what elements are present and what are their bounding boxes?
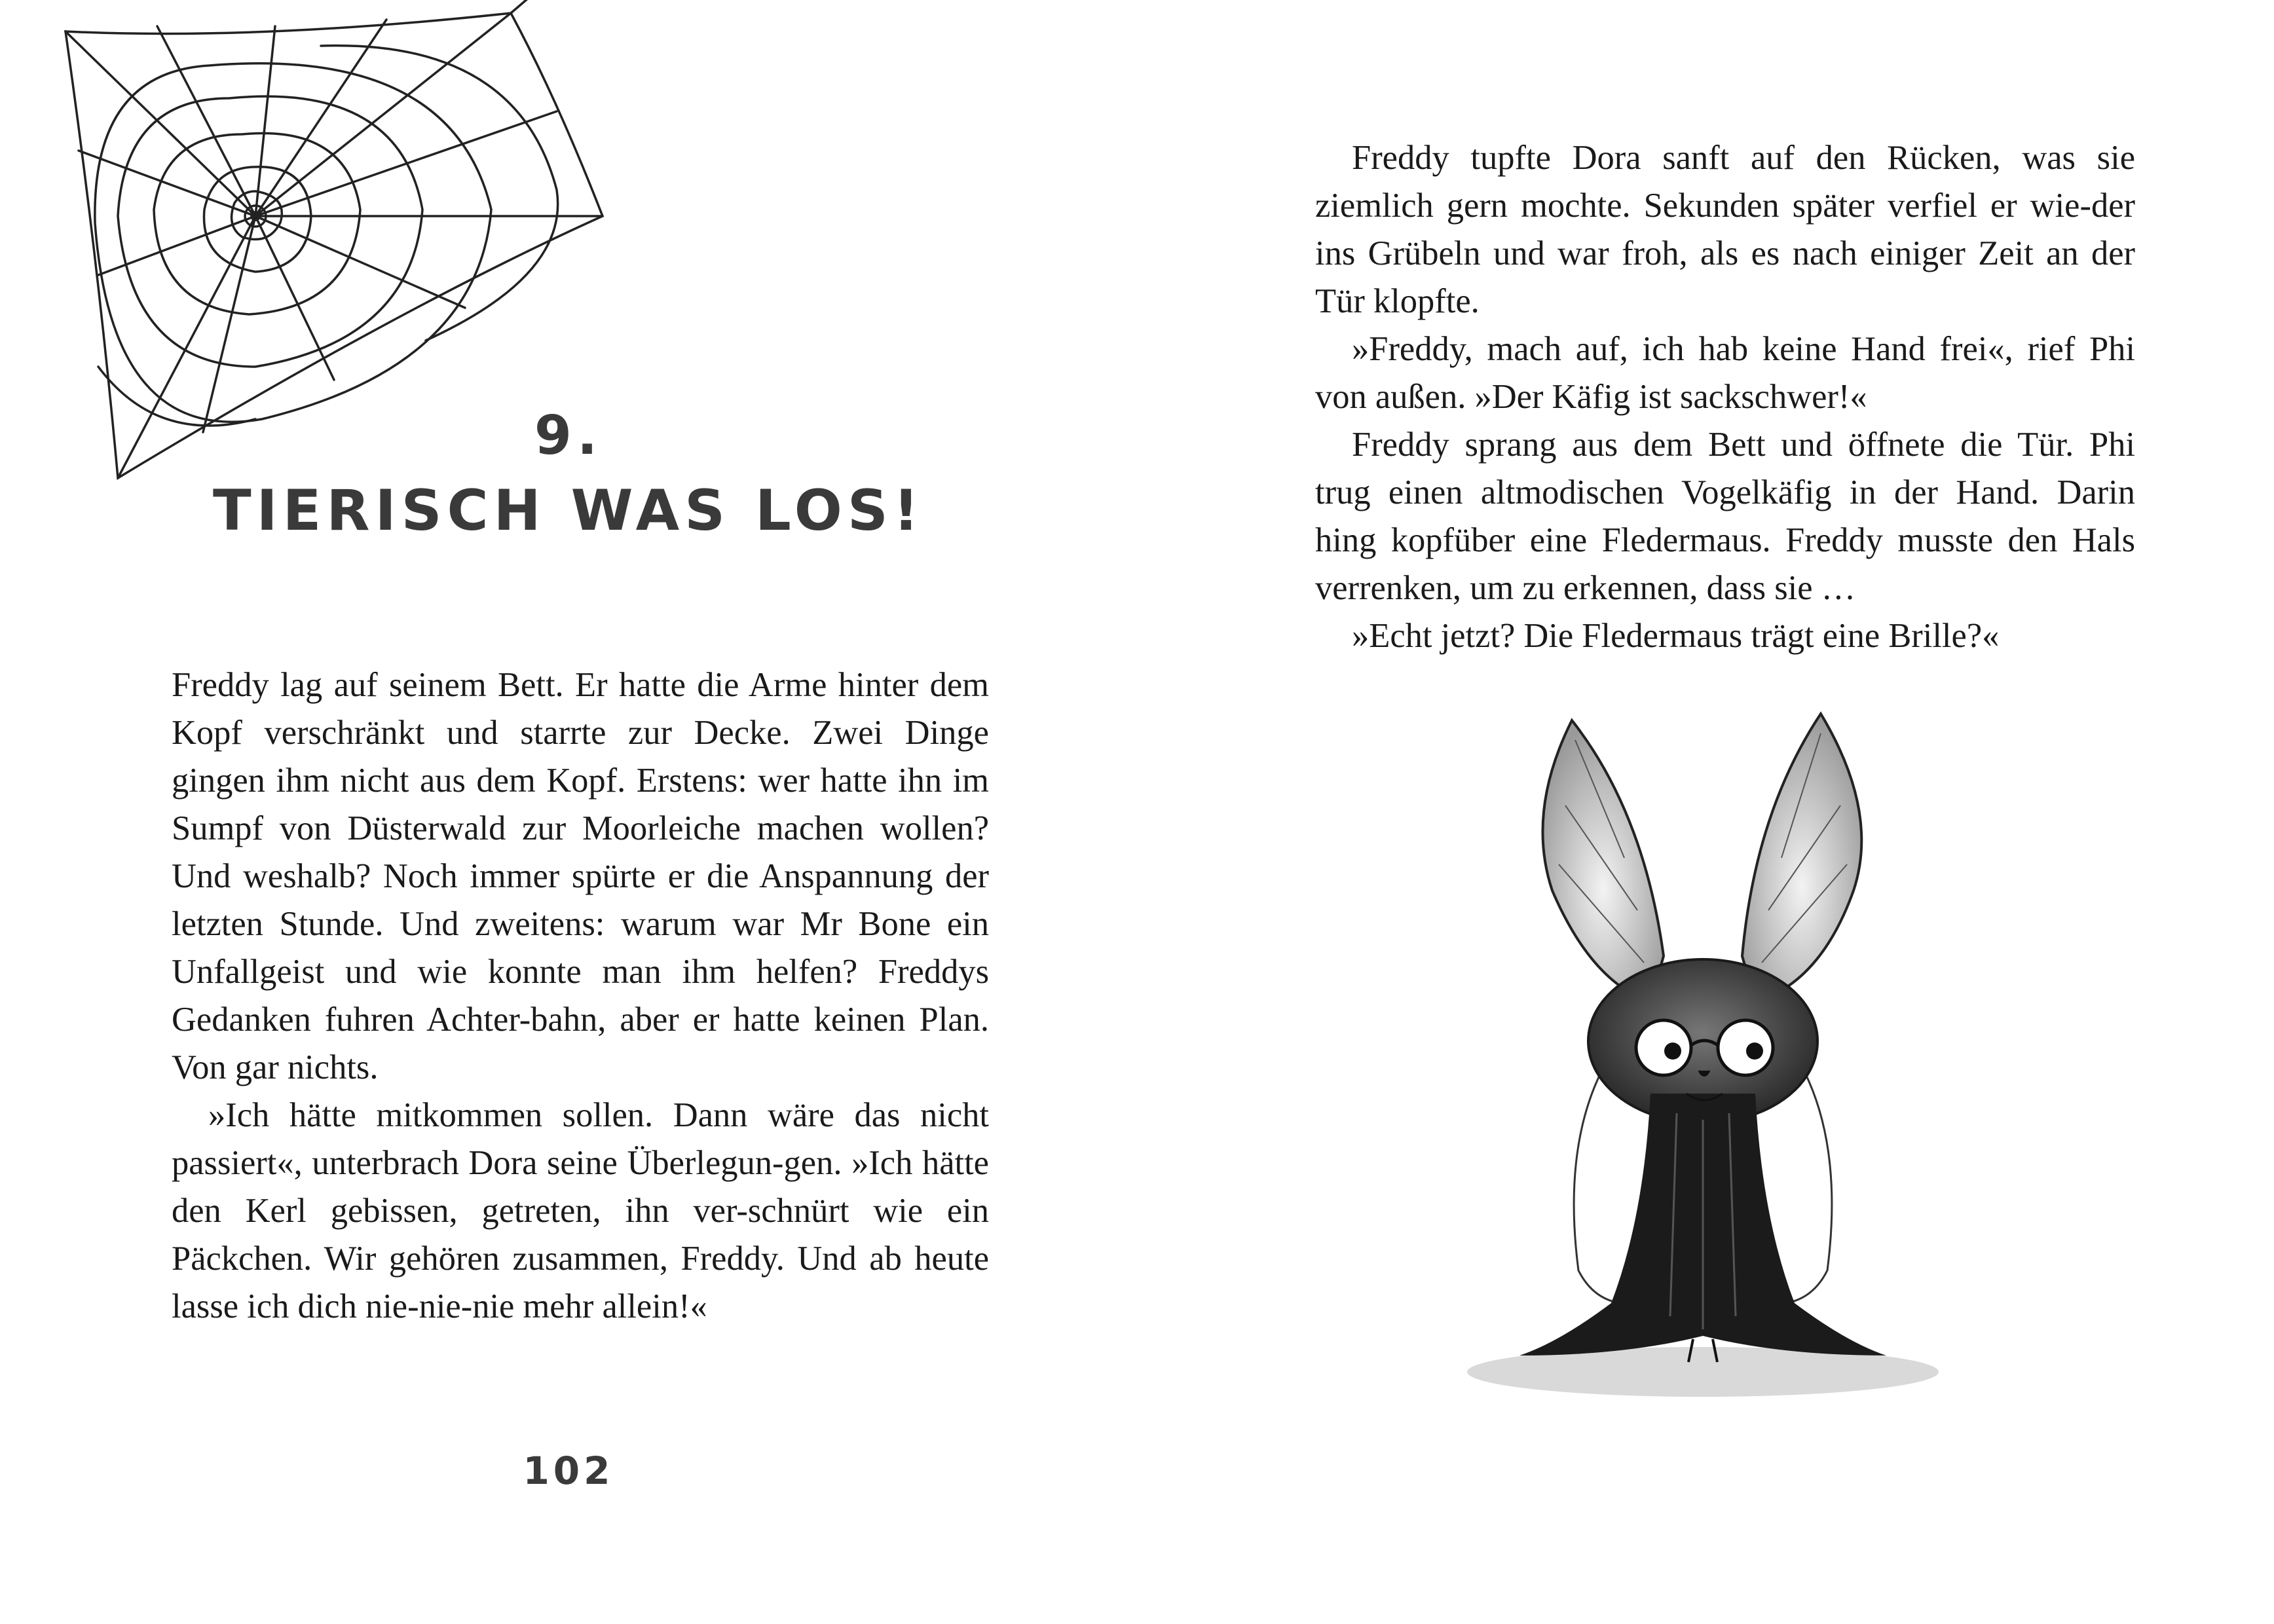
paragraph: »Echt jetzt? Die Fledermaus trägt eine Brille?« — [1352, 617, 2000, 655]
page-number: 102 — [523, 1449, 614, 1493]
paragraph: »Freddy, mach auf, ich hab keine Hand frei«, rief Phi von außen. »Der Käfig ist sackschwer!« — [1315, 330, 2135, 416]
right-page — [1137, 0, 2274, 1624]
chapter-number: 9. — [534, 405, 603, 467]
paragraph: Freddy tupfte Dora sanft auf den Rücken, was sie ziemlich gern mochte. Sekunden später verfiel er wie-der ins Grübeln und war froh, als es nach einiger Zeit an der Tür klopfte. — [1315, 139, 2135, 320]
right-page-text — [1315, 134, 2135, 660]
paragraph: Freddy sprang aus dem Bett und öffnete die Tür. Phi trug einen altmodischen Vogelkäfig in der Hand. Darin hing kopfüber eine Fledermaus. Freddy musste den Hals verrenken, um zu erkennen, dass sie … — [1315, 426, 2135, 607]
paragraph: »Ich hätte mitkommen sollen. Dann wäre das nicht passiert«, unterbrach Dora seine Überlegun-gen. »Ich hätte den Kerl gebissen, getreten, ihn ver-schnürt wie ein Päckchen. Wir gehören zusammen, Freddy. Und ab heute lasse ich dich nie-nie-nie mehr allein!« — [172, 1096, 989, 1325]
bat-with-glasses-illustration — [1428, 694, 1978, 1434]
left-page-text — [172, 661, 989, 1331]
paragraph: Freddy lag auf seinem Bett. Er hatte die Arme hinter dem Kopf verschränkt und starrte zur Decke. Zwei Dinge gingen ihm nicht aus dem Kopf. Erstens: wer hatte ihn im Sumpf von Düsterwald zur Moorleiche machen wollen? Und weshalb? Noch immer spürte er die Anspannung der letzten Stunde. Und zweitens: warum war Mr Bone ein Unfallgeist und wie konnte man ihm helfen? Freddys Gedanken fuhren Achter-bahn, aber er hatte keinen Plan. Von gar nichts. — [172, 666, 989, 1086]
chapter-title: TIERISCH WAS LOS! — [212, 478, 925, 544]
